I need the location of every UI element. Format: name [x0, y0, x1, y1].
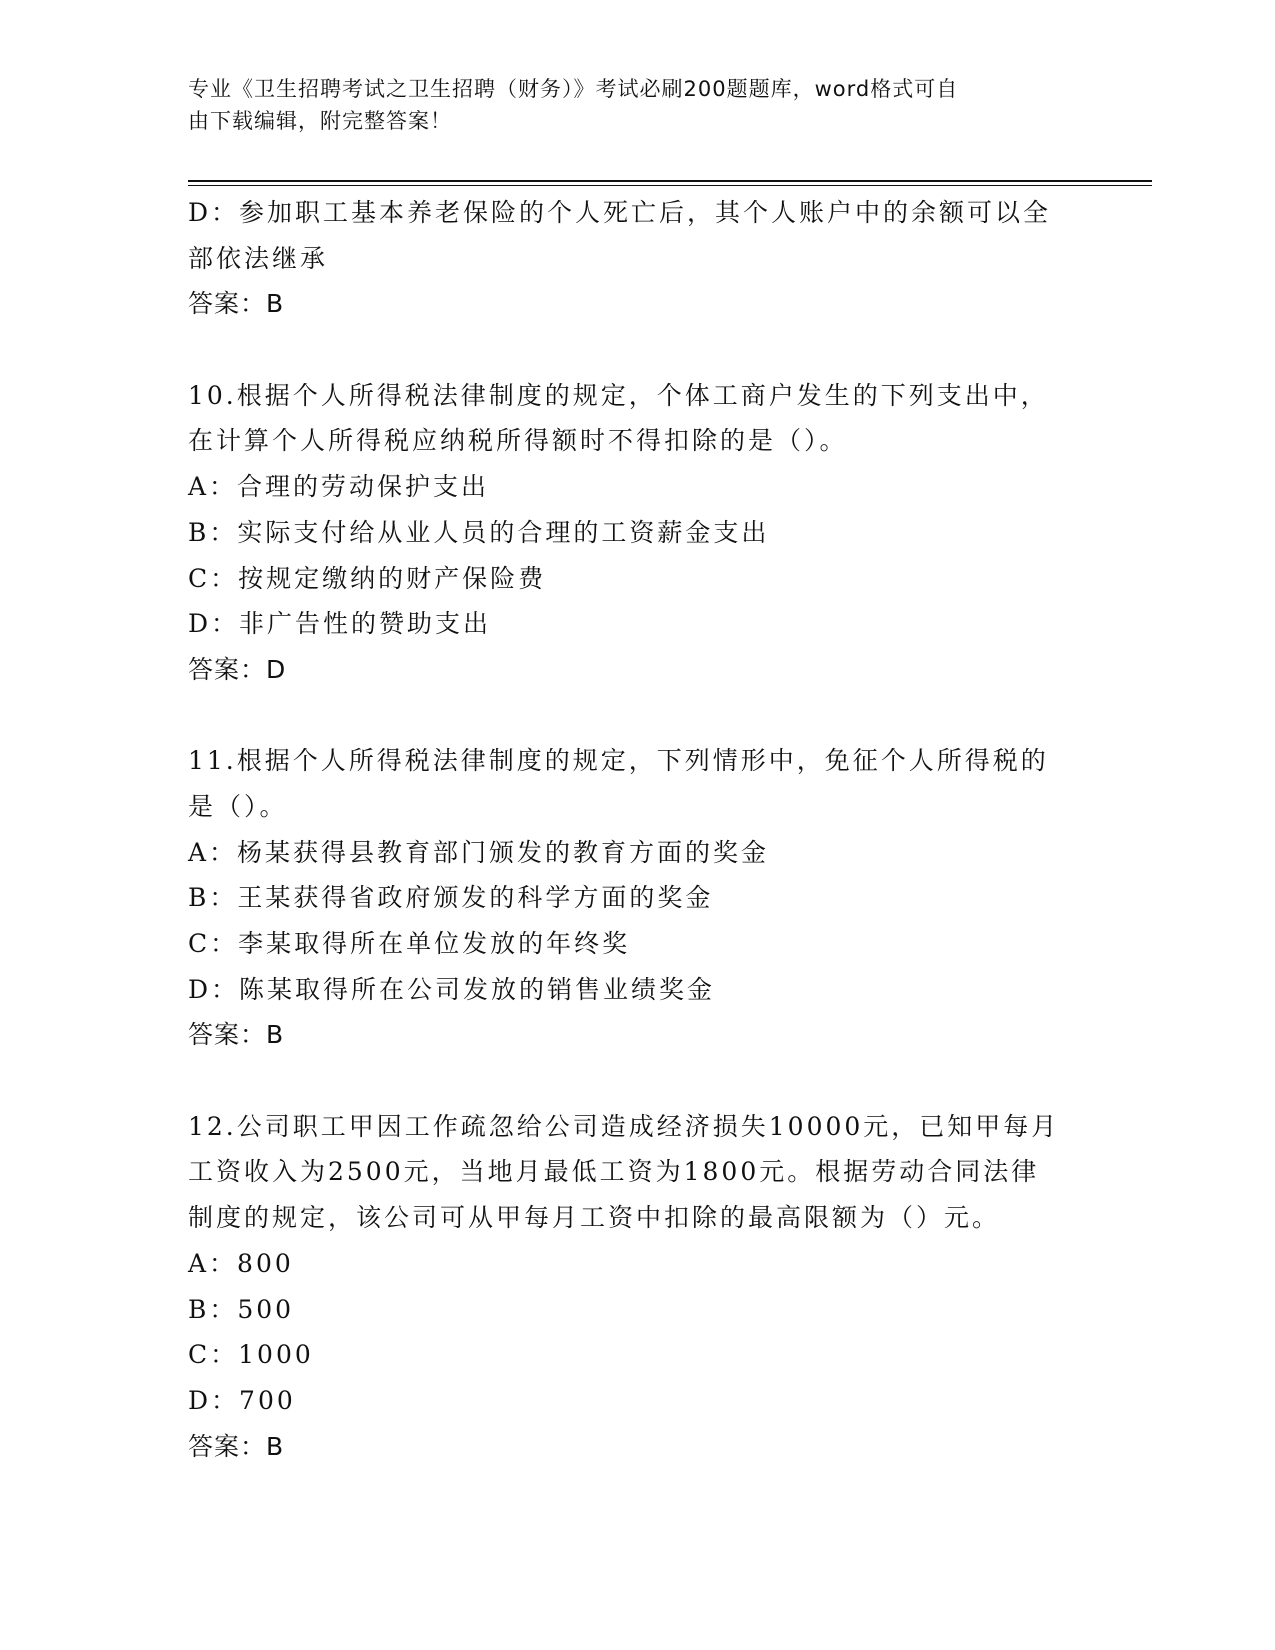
spacer: [188, 693, 1088, 739]
option-d: D：陈某取得所在公司发放的销售业绩奖金: [188, 974, 716, 1004]
option-d-text: D：参加职工基本养老保险的个人死亡后，其个人账户中的余额可以全: [188, 198, 1052, 227]
question-10: [188, 373, 1088, 693]
question-stem-continued: 在计算个人所得税应纳税所得额时不得扣除的是（）。: [188, 426, 848, 456]
question-11: [188, 738, 1088, 1058]
question-stem-continued: 是（）。: [188, 791, 288, 821]
previous-question-tail: [188, 190, 1088, 327]
option-b: B：王某获得省政府颁发的科学方面的奖金: [188, 883, 714, 913]
header-divider-thin: [188, 185, 1152, 186]
question-12: [188, 1104, 1088, 1470]
header-divider-thick: [188, 180, 1152, 182]
option-d-text-continued: 部依法继承: [188, 243, 329, 273]
question-stem: 11.根据个人所得税法律制度的规定，下列情形中，免征个人所得税的: [188, 746, 1049, 776]
header-line-1: 专业《卫生招聘考试之卫生招聘（财务）》考试必刷200题题库，word格式可自: [188, 77, 959, 101]
question-stem-continued: 工资收入为2500元，当地月最低工资为1800元。根据劳动合同法律: [188, 1157, 1040, 1187]
answer-label: 答案：B: [188, 1431, 285, 1461]
spacer: [188, 1058, 1088, 1104]
option-d: D：非广告性的赞助支出: [188, 609, 492, 639]
option-a: A：800: [188, 1248, 294, 1278]
question-stem: 10.根据个人所得税法律制度的规定，个体工商户发生的下列支出中，: [188, 380, 1049, 410]
option-c: C：1000: [188, 1340, 314, 1370]
question-stem-continued: 制度的规定，该公司可从甲每月工资中扣除的最高限额为（）元。: [188, 1203, 1001, 1233]
answer-label: 答案：D: [188, 654, 287, 684]
option-d: D：700: [188, 1385, 296, 1415]
option-a: A：杨某获得县教育部门颁发的教育方面的奖金: [188, 837, 770, 867]
option-b: B：实际支付给从业人员的合理的工资薪金支出: [188, 517, 770, 547]
option-c: C：按规定缴纳的财产保险费: [188, 563, 547, 593]
answer-label: 答案：B: [188, 1020, 285, 1050]
answer-label: 答案：B: [188, 289, 285, 319]
question-stem: 12.公司职工甲因工作疏忽给公司造成经济损失10000元，已知甲每月: [188, 1111, 1060, 1141]
spacer: [188, 327, 1088, 373]
option-a: A：合理的劳动保护支出: [188, 472, 490, 502]
option-c: C：李某取得所在单位发放的年终奖: [188, 929, 631, 958]
header-line-2: 由下载编辑，附完整答案！: [188, 109, 452, 133]
question-list: [188, 190, 1088, 1469]
option-b: B：500: [188, 1294, 295, 1324]
document-header: [188, 73, 1088, 137]
